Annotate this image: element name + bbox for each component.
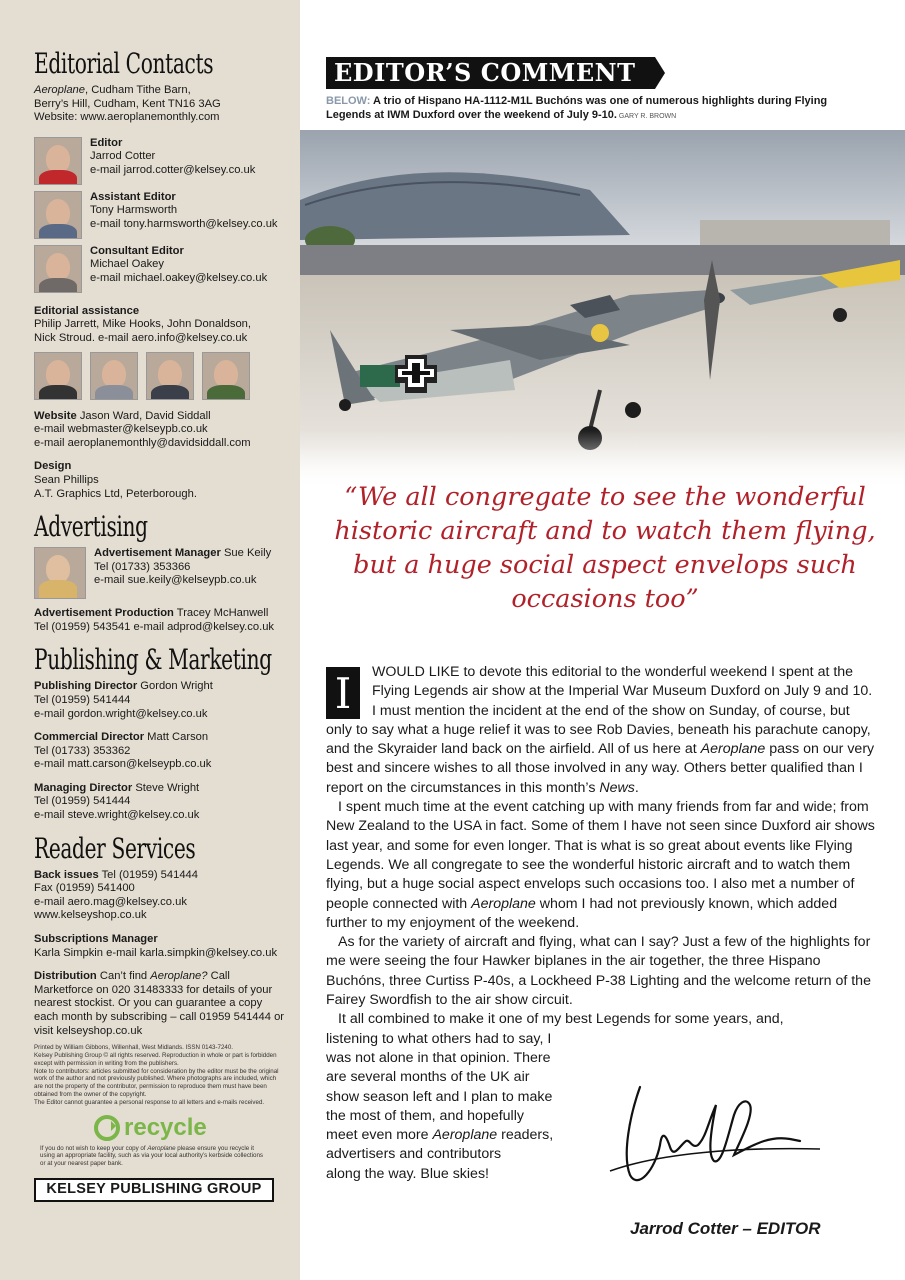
- ad-production-name: Tracey McHanwell: [176, 607, 269, 620]
- ad-manager-photo: [34, 547, 86, 599]
- distribution-info: [34, 970, 286, 1038]
- editorial-contacts-heading: Editorial Contacts: [34, 47, 214, 80]
- design-company: A.T. Graphics Ltd, Peterborough.: [34, 487, 197, 500]
- subscriptions-role: Subscriptions Manager: [34, 933, 158, 946]
- commercial-director-email[interactable]: e-mail matt.carson@kelseypb.co.uk: [34, 758, 212, 771]
- editor-photo: [34, 137, 82, 185]
- para1-end: .: [634, 779, 639, 796]
- back-issues-fax: Fax (01959) 541400: [34, 882, 135, 895]
- ad-manager-role: Advertisement Manager: [94, 547, 221, 560]
- consultant-editor-role: Consultant Editor: [90, 244, 184, 257]
- design-contact: [34, 460, 286, 501]
- commercial-director-tel: Tel (01733) 353362: [34, 744, 131, 757]
- consultant-editor-name: Michael Oakey: [90, 258, 164, 271]
- subscriptions-line: Karla Simpkin e-mail karla.simpkin@kelsey.co.uk: [34, 946, 278, 959]
- assistant-photo-4: [202, 352, 250, 400]
- publishing-heading: Publishing & Marketing: [34, 643, 272, 677]
- printer-line: Printed by William Gibbons, Willenhall, West Midlands. ISSN 0143-7240.: [34, 1044, 234, 1052]
- commercial-director-role: Commercial Director: [34, 731, 145, 744]
- assistance-role: Editorial assistance: [34, 304, 140, 317]
- distribution-text: Call Marketforce on 020 31483333 for details of your nearest stockist. Or you can guarantee a copy each month by subscribing – call 01959 541444 or visit kelseyshop.co.uk: [34, 970, 285, 1037]
- paragraph-4: It all combined to make it one of my best Legends for some years, and,: [338, 1011, 784, 1028]
- back-issues-contact: [34, 869, 286, 923]
- address-line2: Berry’s Hill, Cudham, Kent TN16 3AG: [34, 97, 221, 110]
- ad-manager-name: Sue Keily: [223, 547, 272, 560]
- editor-email[interactable]: e-mail jarrod.cotter@kelsey.co.uk: [90, 163, 256, 176]
- para4-line-3: are several months of the UK air: [326, 1069, 530, 1086]
- publisher-logo: KELSEY PUBLISHING GROUP: [34, 1178, 274, 1202]
- recycle-logo: [94, 1115, 286, 1141]
- assistant-editor-role: Assistant Editor: [90, 190, 176, 203]
- para4-line-5: the most of them, and hopefully: [326, 1107, 524, 1124]
- editors-comment-banner: EDITOR’S COMMENT: [326, 57, 655, 89]
- para2-part-b: whom I had not previously known, which added further to my enjoyment of the weekend.: [326, 895, 838, 931]
- distant-buildings: [700, 220, 890, 245]
- consultant-editor-contact: [34, 245, 286, 293]
- assistance-email: Nick Stroud. e-mail aero.info@kelsey.co.uk: [34, 331, 248, 344]
- para2-part-a: I spent much time at the event catching up with many friends from far and wide; from New Zealand to the USA in fact. Some of them I have not seen since Duxford air shows last year, and some for even longer. That is what is so great about events like Flying Legends. We all congregate to see the wonderful historic aircraft and to watch them flying, but a huge social aspect envelops such occasions too. I also met a number of people connected with: [326, 799, 875, 912]
- para4-line-6b: readers,: [497, 1127, 554, 1144]
- address: [34, 84, 286, 125]
- assistant-editor-photo: [34, 191, 82, 239]
- editor-contact: [34, 137, 286, 185]
- address-line1: , Cudham Tithe Barn,: [85, 84, 191, 96]
- ad-production-contact: [34, 607, 286, 634]
- advertising-heading: Advertising: [34, 510, 148, 544]
- consultant-editor-email[interactable]: e-mail michael.oakey@kelsey.co.uk: [90, 271, 268, 284]
- recycle-icon: [94, 1115, 120, 1141]
- contacts-sidebar: [0, 0, 300, 1280]
- para1-magazine: Aeroplane: [700, 741, 766, 758]
- contributors-note: Note to contributors: articles submitted for consideration by the editor must be the original work of the author and not previously published. Where photographs are included, which are not the property of the contributor, permission to reproduce them must have been obtained from the owner of the copyright.: [34, 1067, 279, 1098]
- website-contact: [34, 410, 286, 451]
- fine-print: [34, 1044, 286, 1106]
- signature-svg: [600, 1075, 840, 1205]
- ad-manager-email[interactable]: e-mail sue.keily@kelseypb.co.uk: [94, 574, 257, 587]
- design-role: Design: [34, 460, 72, 473]
- assistant-photo-3: [146, 352, 194, 400]
- consultant-editor-photo: [34, 245, 82, 293]
- recycle-note-pre: If you do not wish to keep your copy of: [40, 1144, 148, 1152]
- para1-news: News: [599, 779, 635, 796]
- website-email1[interactable]: e-mail webmaster@kelseypb.co.uk: [34, 423, 208, 436]
- para4-line-1: listening to what others had to say, I: [326, 1030, 552, 1047]
- editor-signoff: Jarrod Cotter – EDITOR: [630, 1219, 821, 1238]
- back-issues-tel: Tel (01959) 541444: [101, 868, 199, 881]
- assistant-photo-2: [90, 352, 138, 400]
- recycle-note: [34, 1145, 270, 1168]
- assistant-photo-1: [34, 352, 82, 400]
- assistant-editor-contact: [34, 191, 286, 239]
- editorial-assistance: [34, 305, 286, 346]
- drop-cap: I: [326, 667, 360, 719]
- reader-services-heading: Reader Services: [34, 831, 196, 865]
- para2-magazine: Aeroplane: [471, 895, 536, 912]
- website-email2[interactable]: e-mail aeroplanemonthly@davidsiddall.com: [34, 436, 251, 449]
- managing-director-role: Managing Director: [34, 781, 133, 794]
- publishing-director-name: Gordon Wright: [140, 680, 213, 693]
- aircraft-photo-svg: [300, 130, 905, 490]
- para1-part-a: WOULD LIKE to devote this editorial to the wonderful weekend I spent at the Flying Legends air show at the Imperial War Museum Duxford on July 9 and 10. I must mention the incident at the end of the show on Sunday, of course, but only to say what a huge relief it was to see Rob Davies, beneath his parachute canopy, and the Skyraider land back on the airfield. All of us here at: [326, 664, 873, 758]
- para4-line-2: was not alone in that opinion. There: [326, 1049, 551, 1066]
- ad-production-role: Advertisement Production: [34, 607, 174, 620]
- recycle-note-text: please ensure you recycle it using an appropriate facility, such as via your local authority’s kerbside collections or at your nearest paper bank.: [40, 1144, 263, 1168]
- editorial-column: [300, 0, 905, 1280]
- paragraph-4-continued: [326, 1030, 626, 1184]
- distribution-magazine: Aeroplane?: [150, 970, 208, 983]
- managing-director-tel: Tel (01959) 541444: [34, 795, 131, 808]
- managing-director-email[interactable]: e-mail steve.wright@kelsey.co.uk: [34, 809, 200, 822]
- address-magazine: Aeroplane: [34, 84, 86, 96]
- paragraph-1: [326, 663, 878, 798]
- photo-caption: [326, 95, 846, 123]
- para1-part-b: pass on our very best and sincere wishes to all those involved in any way. Others better qualified than I report on the circumstances in this month’s: [326, 741, 875, 796]
- editor-role: Editor: [90, 136, 123, 149]
- website-role: Website: [34, 409, 77, 422]
- publishing-director-role: Publishing Director: [34, 680, 138, 693]
- pull-quote: “We all congregate to see the wonderful historic aircraft and to watch them flying, but a huge social aspect envelops such occasions too”: [334, 482, 876, 614]
- aircraft-photo: [300, 130, 905, 490]
- paragraph-2: [326, 798, 878, 933]
- publishing-director-email[interactable]: e-mail gordon.wright@kelsey.co.uk: [34, 707, 208, 720]
- assistant-editor-name: Tony Harmsworth: [90, 204, 178, 217]
- caption-label: BELOW:: [326, 95, 371, 107]
- para4-line-6a: meet even more: [326, 1127, 433, 1144]
- caption-credit: GARY R. BROWN: [616, 112, 677, 120]
- publishing-director-contact: [34, 680, 286, 721]
- paragraph-3: As for the variety of aircraft and flying, what can I say? Just a few of the highlights for me were seeing the four Hawker biplanes in the air together, the three Hispano Buchóns, three Curtiss P-40s, a Lockheed P-38 Lighting and the welcome return of the Fairey Swordfish to the air show circuit.: [326, 934, 871, 1009]
- signature: [600, 1075, 840, 1205]
- para4-line-7: advertisers and contributors: [326, 1146, 502, 1163]
- managing-director-contact: [34, 782, 286, 823]
- publishing-director-tel: Tel (01959) 541444: [34, 693, 131, 706]
- distribution-pre: Can’t find: [99, 970, 151, 983]
- caption-text: A trio of Hispano HA-1112-M1L Buchóns was one of numerous highlights during Flying Legends at IWM Duxford over the weekend of July 9-10.: [326, 95, 828, 121]
- para4-line-8: along the way. Blue skies!: [326, 1165, 489, 1182]
- back-issues-web[interactable]: www.kelseyshop.co.uk: [34, 909, 147, 922]
- editor-note: The Editor cannot guarantee a personal response to all letters and e-mails received.: [34, 1098, 265, 1106]
- recycle-label: recycle: [124, 1113, 207, 1141]
- ad-production-line: Tel (01959) 543541 e-mail adprod@kelsey.co.uk: [34, 620, 275, 633]
- editor-name: Jarrod Cotter: [90, 150, 156, 163]
- commercial-director-name: Matt Carson: [147, 731, 209, 744]
- assistance-photos: [34, 352, 286, 400]
- subscriptions-contact: [34, 933, 286, 960]
- distribution-role: Distribution: [34, 970, 97, 983]
- address-website: Website: www.aeroplanemonthly.com: [34, 111, 220, 124]
- managing-director-name: Steve Wright: [135, 781, 200, 794]
- assistance-names: Philip Jarrett, Mike Hooks, John Donaldson,: [34, 318, 252, 331]
- ad-manager-tel: Tel (01733) 353366: [94, 560, 191, 573]
- copyright-line: Kelsey Publishing Group © all rights reserved. Reproduction in whole or part is forbidden except with permission in writing from the publishers.: [34, 1051, 277, 1067]
- para4-line-6-magazine: Aeroplane: [432, 1127, 498, 1144]
- back-issues-email[interactable]: e-mail aero.mag@kelsey.co.uk: [34, 895, 187, 908]
- website-names: Jason Ward, David Siddall: [79, 409, 211, 422]
- ad-manager-contact: [34, 547, 286, 599]
- back-issues-role: Back issues: [34, 868, 99, 881]
- assistant-editor-email[interactable]: e-mail tony.harmsworth@kelsey.co.uk: [90, 217, 278, 230]
- para4-line-4: show season left and I plan to make: [326, 1088, 553, 1105]
- design-name: Sean Phillips: [34, 473, 99, 486]
- crowd: [300, 245, 905, 280]
- para4-line-6: [326, 1126, 626, 1145]
- recycle-note-magazine: Aeroplane: [147, 1144, 176, 1152]
- commercial-director-contact: [34, 731, 286, 772]
